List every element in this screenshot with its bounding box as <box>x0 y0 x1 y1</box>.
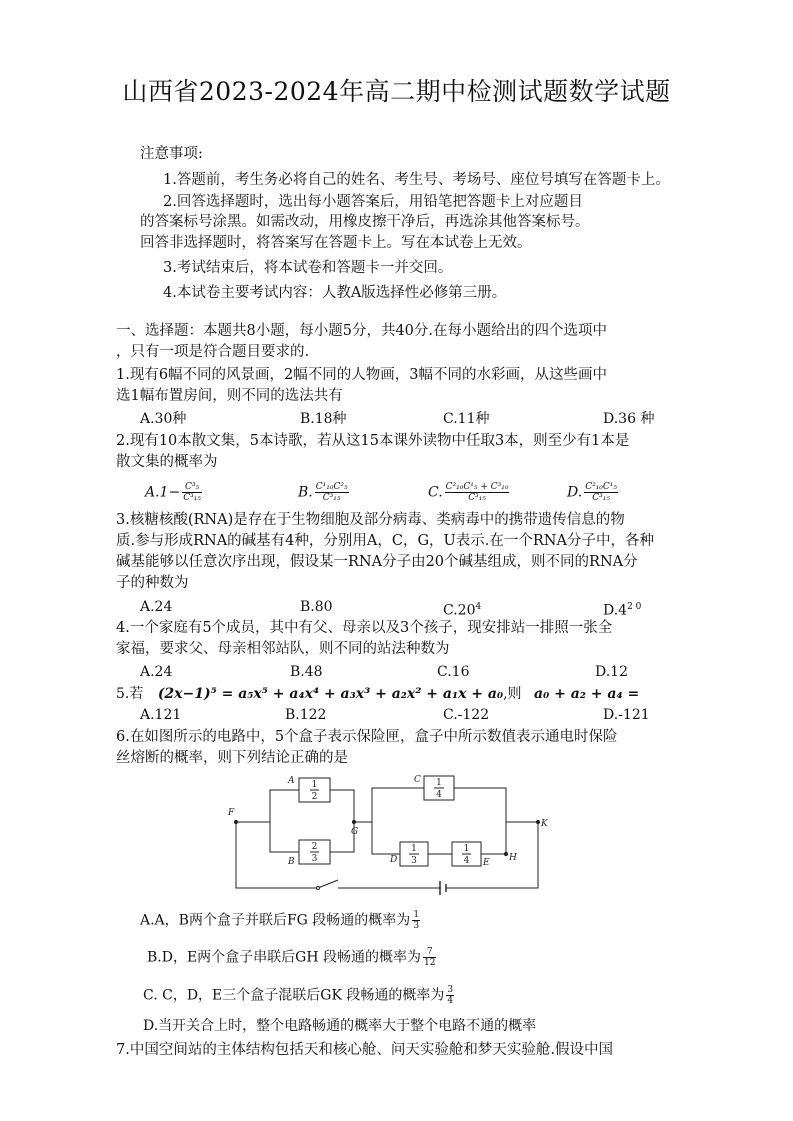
q6-a-fraction: $\frac{1}{3}$ <box>413 910 420 931</box>
q3-line1: 3.核糖核酸(RNA)是存在于生物细胞及部分病毒、类病毒中的携带遗传信息的物 <box>116 512 625 528</box>
q1-option-d: D.36 种 <box>603 411 655 427</box>
q5-line: 5.若 (2x−1)⁵ = a₅x⁵ + a₄x⁴ + a₃x³ + a₂x² + a₁x + a₀,则 a₀ + a₂ + a₄ = <box>116 686 640 702</box>
label-c: C <box>414 775 421 785</box>
q6-b-fraction: $\frac{7}{12}$ <box>424 947 436 968</box>
label-h: H <box>509 853 517 863</box>
q5-option-c: C.-122 <box>443 707 490 723</box>
q2-option-a: A.1− $\frac{\text{C³₅}}{\text{C³₁₅}}$ <box>145 482 201 503</box>
q3-line4: 子的种数为 <box>116 575 189 591</box>
q5-option-a: A.121 <box>140 707 182 723</box>
q4-option-d: D.12 <box>595 664 628 680</box>
q2-b-fraction: $\frac{\text{C¹₁₀C²₅}}{\text{C³₁₅}}$ <box>315 482 348 503</box>
q1-option-c: C.11种 <box>443 411 490 427</box>
box-c-den: 4 <box>436 790 442 800</box>
box-b-den: 3 <box>311 854 318 864</box>
q4-option-a: A.24 <box>140 664 173 680</box>
node-g <box>352 820 355 823</box>
q3-option-b: B.80 <box>300 599 333 615</box>
q3-line3: 碱基能够以任意次序出现，假设某一RNA分子由20个碱基组成，则不同的RNA分 <box>116 554 638 570</box>
label-a: A <box>288 776 295 786</box>
label-g: G <box>351 827 359 837</box>
q1-line1: 1.现有6幅不同的风景画，2幅不同的人物画，3幅不同的水彩画，从这些画中 <box>116 367 608 383</box>
q2-line2: 散文集的概率为 <box>116 454 218 470</box>
notice-heading: 注意事项: <box>140 146 203 162</box>
label-e: E <box>483 858 490 868</box>
q1-option-a: A.30种 <box>140 411 187 427</box>
q6-option-a: A.A，B两个盒子并联后FG 段畅通的概率为 $\frac{1}{3}$ <box>140 910 420 931</box>
q5-equation: (2x−1)⁵ = a₅x⁵ + a₄x⁴ + a₃x³ + a₂x² + a₁x + a₀ <box>157 686 504 702</box>
label-d: D <box>390 855 398 865</box>
section1-line1: 一、选择题：本题共8小题，每小题5分，共40分.在每小题给出的四个选项中 <box>116 323 608 339</box>
page-title: 山西省2023-2024年高二期中检测试题数学试题 <box>122 77 671 106</box>
notice-item-1: 1.答题前，考生务必将自己的姓名、考生号、考场号、座位号填写在答题卡上。 <box>163 172 670 188</box>
label-b: B <box>288 857 295 867</box>
box-b-num: 2 <box>311 842 318 852</box>
node-k <box>536 820 539 823</box>
node-f <box>234 820 237 823</box>
q3-line2: 质.参与形成RNA的碱基有4种，分别用A，C，G，U表示.在一个RNA分子中，各种 <box>116 533 654 549</box>
notice-item-2a: 2.回答选择题时，选出每小题答案后，用铅笔把答题卡上对应题目 <box>163 194 583 210</box>
q1-line2: 选1幅布置房间，则不同的选法共有 <box>116 388 343 404</box>
section1-line2: ，只有一项是符合题目要求的. <box>116 344 310 360</box>
q2-d-fraction: $\frac{\text{C²₁₀C¹₅}}{\text{C³₁₅}}$ <box>585 482 617 503</box>
box-d-den: 3 <box>411 856 417 866</box>
q2-option-d: D. $\frac{\text{C²₁₀C¹₅}}{\text{C³₁₅}}$ <box>567 482 617 503</box>
q4-line2: 家福，要求父、母亲相邻站队，则不同的站法种数为 <box>116 641 450 657</box>
q5-ask: a₀ + a₂ + a₄ = <box>534 686 640 702</box>
box-e-num: 1 <box>463 844 470 854</box>
q2-a-fraction: $\frac{\text{C³₅}}{\text{C³₁₅}}$ <box>183 482 201 503</box>
notice-item-3: 3.考试结束后，将本试卷和答题卡一并交回。 <box>163 260 453 276</box>
node-h <box>504 852 507 855</box>
q5-option-d: D.-121 <box>603 707 650 723</box>
label-f: F <box>228 808 235 818</box>
circuit-diagram <box>226 768 556 896</box>
q3-option-c: $C.20^4$ <box>443 602 482 619</box>
q2-option-c: C. $\frac{\text{C²₁₀C¹₅ + C³₁₀}}{\text{C³₁₅}}$ <box>428 482 509 503</box>
q6-option-c: C. C，D，E三个盒子混联后GK 段畅通的概率为 $\frac{3}{4}$ <box>143 985 454 1006</box>
q4-option-b: B.48 <box>290 664 323 680</box>
box-a-num: 1 <box>311 780 318 790</box>
q6-option-d: D.当开关合上时，整个电路畅通的概率大于整个电路不通的概率 <box>143 1018 537 1034</box>
switch-pivot <box>317 887 320 890</box>
q3-option-d: $D.4^{2 0}$ <box>603 602 642 619</box>
notice-item-4: 4.本试卷主要考试内容：人教A版选择性必修第三册。 <box>163 285 507 301</box>
box-d-num: 1 <box>411 844 417 854</box>
q2-option-b: B. $\frac{\text{C¹₁₀C²₅}}{\text{C³₁₅}}$ <box>298 482 348 503</box>
switch-lever <box>318 880 338 888</box>
q6-line1: 6.在如图所示的电路中，5个盒子表示保险匣，盒子中所示数值表示通电时保险 <box>116 729 618 745</box>
q6-option-b: B.D，E两个盒子串联后GH 段畅通的概率为 $\frac{7}{12}$ <box>147 947 436 968</box>
q7-line1: 7.中国空间站的主体结构包括天和核心舱、问天实验舱和梦天实验舱.假设中国 <box>116 1042 613 1058</box>
q6-c-fraction: $\frac{3}{4}$ <box>447 985 454 1006</box>
q2-c-fraction: $\frac{\text{C²₁₀C¹₅ + C³₁₀}}{\text{C³₁₅}}$ <box>445 482 509 503</box>
notice-item-2c: 回答非选择题时，将答案写在答题卡上。写在本试卷上无效。 <box>140 235 532 251</box>
wire-de-branch <box>372 822 506 854</box>
q1-option-b: B.18种 <box>300 411 347 427</box>
label-k: K <box>541 819 548 829</box>
q4-line1: 4.一个家庭有5个成员，其中有父、母亲以及3个孩子，现安排站一排照一张全 <box>116 620 613 636</box>
q3-option-a: A.24 <box>140 599 173 615</box>
notice-item-2b: 的答案标号涂黑。如需改动，用橡皮擦干净后，再选涂其他答案标号。 <box>140 214 590 230</box>
box-e-den: 4 <box>463 856 470 866</box>
q6-line2: 丝熔断的概率，则下列结论正确的是 <box>116 750 348 766</box>
q4-option-c: C.16 <box>437 664 470 680</box>
box-a-den: 2 <box>311 792 318 802</box>
box-c-num: 1 <box>436 778 442 788</box>
q5-option-b: B.122 <box>285 707 327 723</box>
q2-line1: 2.现有10本散文集，5本诗歌，若从这15本课外读物中任取3本，则至少有1本是 <box>116 433 630 449</box>
